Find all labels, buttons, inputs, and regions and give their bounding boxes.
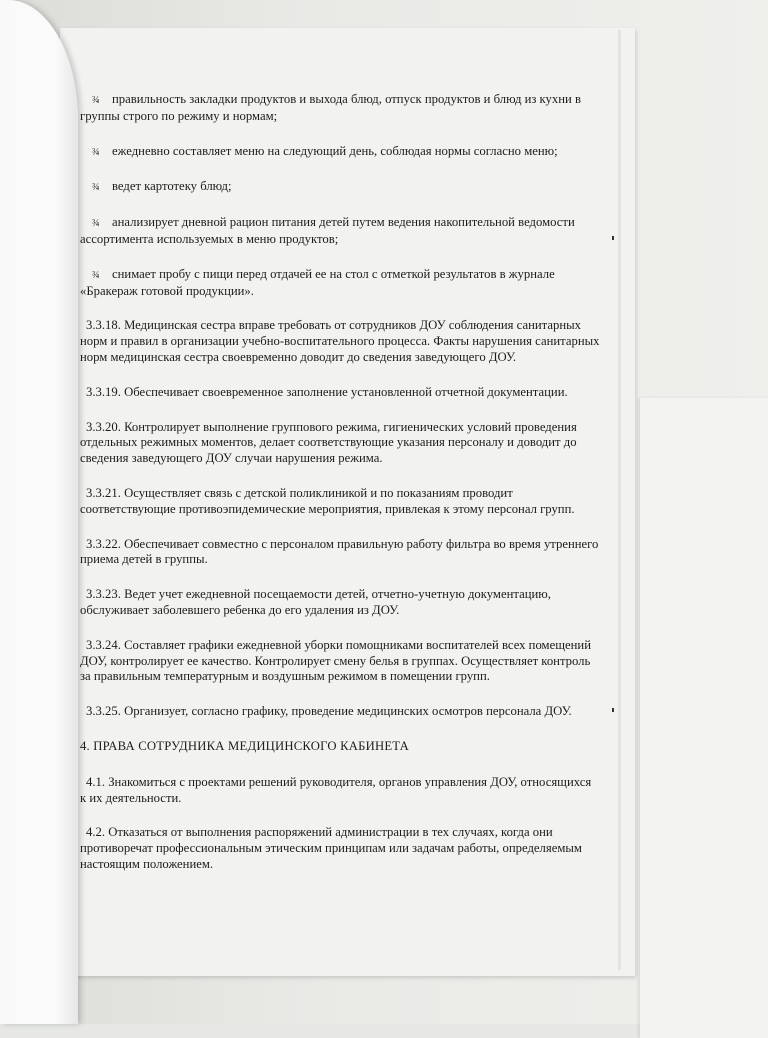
bullet-glyph: ¾: [92, 146, 100, 158]
section-4-heading: 4. ПРАВА СОТРУДНИКА МЕДИЦИНСКОГО КАБИНЕТА: [80, 738, 409, 753]
sheet-fold-line: [618, 30, 621, 970]
bullet-text: ведет картотеку блюд;: [112, 179, 232, 194]
bullet-glyph: ¾: [92, 218, 100, 230]
clause-3-3-22: 3.3.22. Обеспечивает совместно с персоналом правильную работу фильтра во время утреннего приема детей в группы.: [80, 536, 599, 567]
clause-3-3-19: 3.3.19. Обеспечивает своевременное заполнение установленной отчетной документации.: [86, 384, 568, 399]
bullet-item: [80, 215, 600, 248]
bullet-glyph: ¾: [92, 182, 100, 194]
clause-3-3-18: 3.3.18. Медицинская сестра вправе требовать от сотрудников ДОУ соблюдения санитарных норм и правил в организации учебно-воспитательного процесса. Факты нарушения санитарных норм медицинская сестра своевременно доводит до сведения заведующего ДОУ.: [80, 318, 600, 364]
bullet-item: [80, 267, 600, 300]
bullet-item: [80, 92, 600, 125]
clause-4-1: 4.1. Знакомиться с проектами решений руководителя, органов управления ДОУ, относящихся к их деятельности.: [80, 774, 592, 805]
bullet-glyph: ¾: [92, 95, 100, 106]
document-text: [80, 92, 600, 892]
page-tick-mark: [612, 236, 614, 240]
clause-3-3-25: 3.3.25. Организует, согласно графику, проведение медицинских осмотров персонала ДОУ.: [86, 704, 572, 719]
bullet-item: [80, 144, 600, 161]
clause-4-2: 4.2. Отказаться от выполнения распоряжений администрации в тех случаях, когда они противоречат профессиональным этическим принципам или задачам работы, определяемым настоящим положением.: [80, 825, 582, 871]
bullet-text: снимает пробу с пищи перед отдачей ее на стол с отметкой результатов в журнале «Бракераж готовой продукции».: [80, 266, 555, 298]
bullet-text: ежедневно составляет меню на следующий день, соблюдая нормы согласно меню;: [112, 143, 558, 158]
clause-3-3-23: 3.3.23. Ведет учет ежедневной посещаемости детей, отчетно-учетную документацию, обслуживает заболевшего ребенка до его удаления из ДОУ.: [80, 587, 551, 617]
bullet-text: анализирует дневной рацион питания детей путем ведения накопительной ведомости ассортимента используемых в меню продуктов;: [80, 215, 575, 246]
curled-page-edge: [0, 0, 78, 1024]
clause-3-3-24: 3.3.24. Составляет графики ежедневной уборки помощниками воспитателей всех помещений ДОУ, контролирует ее качество. Контролирует смену белья в группах. Осуществляет контроль за правильным температурным и воздушным режимом в помещении групп.: [80, 637, 591, 684]
page-tick-mark: [612, 708, 614, 712]
bullet-item: [80, 179, 600, 196]
bullet-glyph: ¾: [92, 269, 100, 281]
clause-3-3-20: 3.3.20. Контролирует выполнение группового режима, гигиенических условий проведения отдельных режимных моментов, делает соответствующие указания персоналу и доводит до сведения заведующего ДОУ случаи нарушения режима.: [80, 419, 577, 466]
bullet-text: правильность закладки продуктов и выхода блюд, отпуск продуктов и блюд из кухни в группы строго по режиму и нормам;: [80, 92, 581, 123]
clause-3-3-21: 3.3.21. Осуществляет связь с детской поликлиникой и по показаниям проводит соответствующие противоэпидемические мероприятия, привлекая к этому персонал групп.: [80, 485, 575, 516]
underlying-sheet: [640, 398, 768, 1038]
